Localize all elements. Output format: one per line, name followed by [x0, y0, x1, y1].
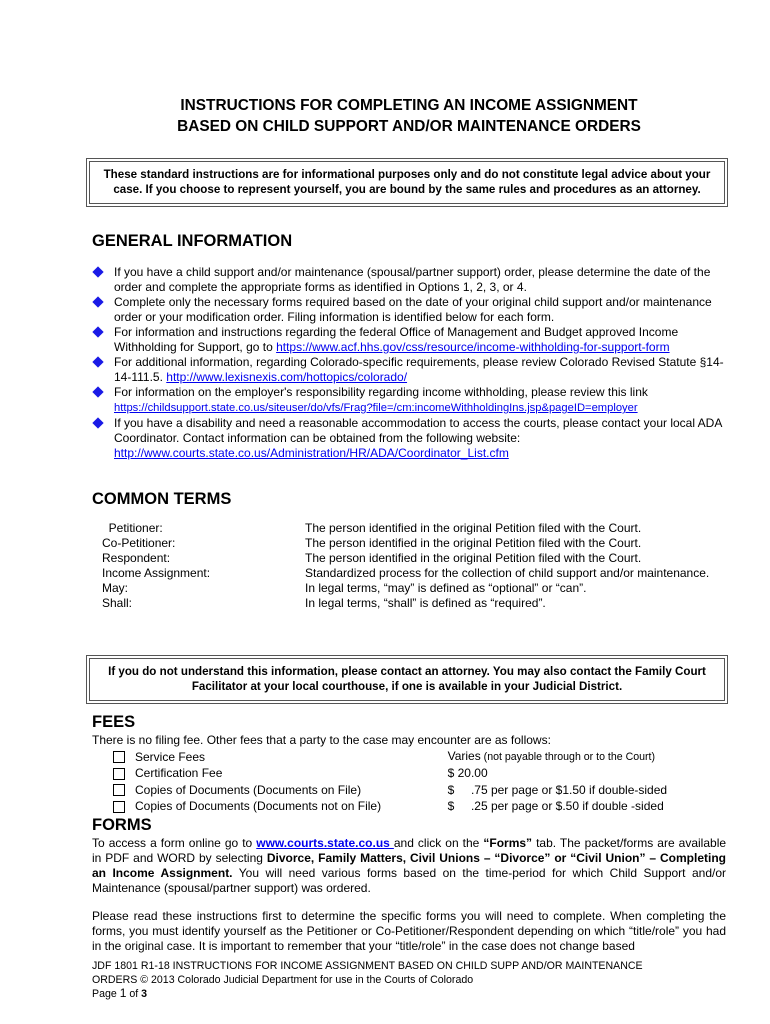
employer-withholding-link[interactable]: https://childsupport.state.co.us/siteuser/do/vfs/Frag?file=/cm:incomeWithholdingIns.jsp&pageID=employer: [114, 402, 638, 414]
list-item: For information on the employer's responsibility regarding income withholding, please review this link https://childsupport.state.co.us/siteuser/do/vfs/Frag?file=/cm:incomeWithholdingIns.jsp&pageID=employer: [92, 385, 732, 416]
term-bullet-icon: [92, 581, 102, 596]
term-row: [92, 551, 732, 566]
term-definition: Standardized process for the collection of child support and/or maintenance.: [305, 566, 710, 580]
general-information-heading: GENERAL INFORMATION: [92, 232, 293, 250]
term-bullet-icon: [92, 521, 102, 536]
term-definition: The person identified in the original Petition filed with the Court.: [305, 551, 642, 565]
forms-heading: FORMS: [92, 816, 152, 834]
diamond-bullet-icon: [92, 296, 103, 307]
fee-row: [113, 799, 713, 816]
page-footer: [92, 960, 732, 1002]
term-name: May:: [102, 581, 129, 595]
fee-row: [113, 782, 713, 799]
general-information-list: [92, 265, 732, 461]
fees-intro: There is no filing fee. Other fees that a party to the case may encounter are as follows:: [92, 733, 551, 747]
fee-row: [113, 766, 713, 783]
term-name: Petitioner:: [102, 521, 163, 535]
title-line-1: INSTRUCTIONS FOR COMPLETING AN INCOME ASSIGNMENT: [180, 97, 638, 114]
term-row: [92, 521, 732, 536]
page-title: [92, 95, 726, 137]
disclaimer-box: [86, 158, 728, 207]
disclaimer-text: These standard instructions are for informational purposes only and do not constitute legal advice about your case. If you choose to represent yourself, you are bound by the same rules and procedures as an attorney.: [89, 161, 725, 204]
term-name: Income Assignment:: [102, 566, 211, 580]
term-row: [92, 536, 732, 551]
term-row: [92, 596, 732, 611]
diamond-bullet-icon: [92, 386, 103, 397]
forms-paragraph-1: To access a form online go to www.courts.state.co.us and click on the “Forms” tab. The packet/forms are available in PDF and WORD by selecting Divorce, Family Matters, Civil Unions – “Divorce” or “Civil Union” – Completing an Income Assignment. You will need various forms based on the time-period for which Child Support and/or Maintenance (spousal/partner support) was ordered.: [92, 836, 727, 895]
checkbox-icon: [113, 784, 125, 796]
fee-label: Certification Fee: [135, 766, 223, 781]
courts-website-link[interactable]: www.courts.state.co.us: [256, 836, 394, 850]
forms-paragraph-2: Please read these instructions first to determine the specific forms you will need to complete. When completing the forms, you must identify yourself as the Petitioner or Co-Petitioner/Respondent depending on which “title/role” you had in the original case. It is important to remember that your “title/role” in the case does not change based: [92, 909, 726, 953]
contact-notice-box: [86, 655, 728, 704]
footer-line-1: JDF 1801 R1-18 INSTRUCTIONS FOR INCOME ASSIGNMENT BASED ON CHILD SUPP AND/OR MAINTENANCE: [92, 960, 643, 972]
checkbox-icon: [113, 768, 125, 780]
term-definition: In legal terms, “may” is defined as “optional” or “can”.: [305, 581, 587, 595]
term-bullet-icon: [92, 551, 102, 566]
list-item: Complete only the necessary forms required based on the date of your original child support and/or maintenance order or your modification order. Filing information is identified below for each form.: [92, 295, 732, 325]
fee-amount: $ 20.00: [447, 766, 488, 781]
contact-notice-text: If you do not understand this information, please contact an attorney. You may also contact the Family Court Facilitator at your local courthouse, if one is available in your Judicial District.: [89, 658, 725, 701]
page-number: Page 1 of 3: [92, 986, 148, 1000]
list-item: For additional information, regarding Colorado-specific requirements, please review Colorado Revised Statute §14-14-111.5. http://www.lexisnexis.com/hottopics/colorado/: [92, 355, 732, 385]
checkbox-icon: [113, 751, 125, 763]
term-bullet-icon: [92, 596, 102, 611]
fee-label: Copies of Documents (Documents not on File): [135, 799, 382, 814]
fee-label: Service Fees: [135, 749, 206, 764]
common-terms-heading: COMMON TERMS: [92, 490, 232, 508]
common-terms-list: [92, 521, 732, 611]
fees-list: [113, 749, 713, 815]
term-row: [92, 581, 732, 596]
term-definition: The person identified in the original Petition filed with the Court.: [305, 521, 642, 535]
fee-row: [113, 749, 713, 766]
term-name: Co-Petitioner:: [102, 536, 176, 550]
term-name: Shall:: [102, 596, 133, 610]
list-item: If you have a disability and need a reasonable accommodation to access the courts, please contact your local ADA Coordinator. Contact information can be obtained from the following website: http://www.courts.state.co.us/Administration/HR/ADA/Coordinator_List.cfm: [92, 416, 732, 461]
diamond-bullet-icon: [92, 326, 103, 337]
fee-amount: Varies (not payable through or to the Court): [447, 749, 656, 764]
fee-label: Copies of Documents (Documents on File): [135, 782, 362, 797]
lexisnexis-colorado-link[interactable]: http://www.lexisnexis.com/hottopics/colorado/: [166, 370, 408, 384]
acf-income-withholding-link[interactable]: https://www.acf.hhs.gov/css/resource/income-withholding-for-support-form: [276, 340, 670, 354]
diamond-bullet-icon: [92, 356, 103, 367]
footer-line-2: ORDERS © 2013 Colorado Judicial Department for use in the Courts of Colorado: [92, 973, 474, 986]
term-bullet-icon: [92, 536, 102, 551]
term-name: Respondent:: [102, 551, 171, 565]
fee-amount: $ .75 per page or $1.50 if double-sided: [447, 782, 668, 797]
diamond-bullet-icon: [92, 266, 103, 277]
term-row: [92, 566, 732, 581]
fees-heading: FEES: [92, 713, 136, 731]
list-item: If you have a child support and/or maintenance (spousal/partner support) order, please determine the date of the order and complete the appropriate forms as identified in Options 1, 2, 3, or 4.: [92, 265, 732, 295]
list-item: For information and instructions regarding the federal Office of Management and Budget approved Income Withholding for Support, go to https://www.acf.hhs.gov/css/resource/income-withholding-for-support-form: [92, 325, 732, 355]
term-definition: The person identified in the original Petition filed with the Court.: [305, 536, 642, 550]
title-line-2: BASED ON CHILD SUPPORT AND/OR MAINTENANCE ORDERS: [177, 118, 641, 135]
fee-amount: $ .25 per page or $.50 if double -sided: [447, 799, 664, 814]
ada-coordinator-link[interactable]: http://www.courts.state.co.us/Administration/HR/ADA/Coordinator_List.cfm: [114, 446, 509, 460]
checkbox-icon: [113, 801, 125, 813]
term-definition: In legal terms, “shall” is defined as “required”.: [305, 596, 546, 610]
term-bullet-icon: [92, 566, 102, 581]
diamond-bullet-icon: [92, 417, 103, 428]
